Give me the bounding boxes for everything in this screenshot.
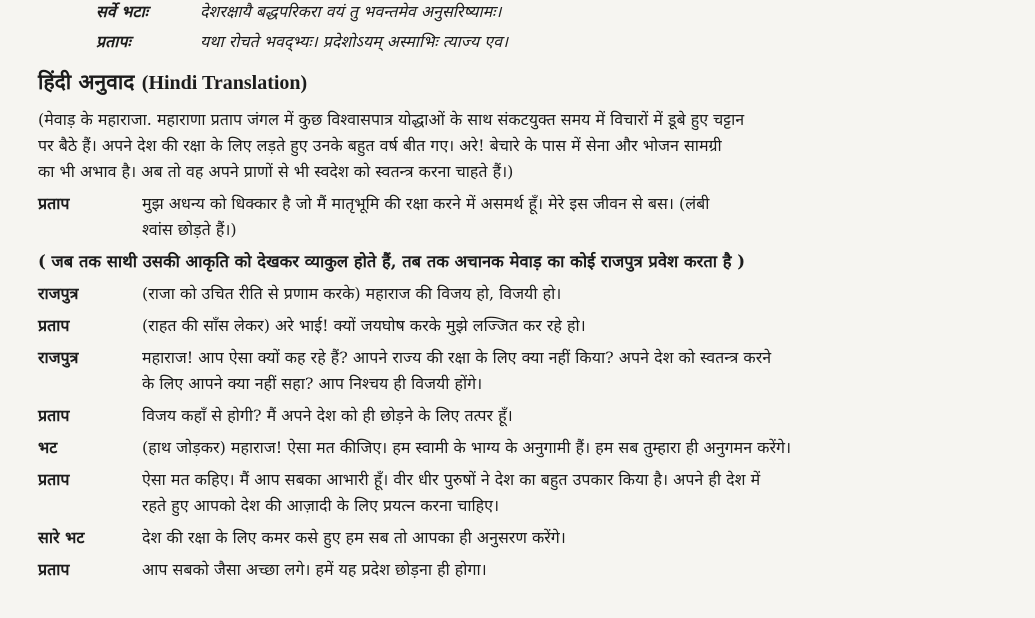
dialogue-saare-bhat <box>38 526 1028 550</box>
dialogue-pratap-5 <box>38 558 1028 582</box>
dialogue-text: ऐसा मत कहिए। मैं आप सबका आभारी हूँ। वीर धीर पुरुषों ने देश का बहुत उपकार किया है। अपने ही देश में <box>142 470 761 489</box>
speaker-label: प्रताप <box>38 560 70 579</box>
heading-english: (Hindi Translation) <box>141 72 308 94</box>
dialogue-rajputra-2 <box>38 346 1028 370</box>
speaker-label: प्रताप <box>38 194 70 213</box>
dialogue-pratap-4 <box>38 468 1028 492</box>
intro-line-3: का भी अभाव है। अब तो वह अपने प्राणों से भी स्वदेश को स्वतन्त्र करना चाहते हैं।) <box>38 162 514 181</box>
section-heading <box>38 70 307 100</box>
intro-line-2: पर बैठे हैं। अपने देश की रक्षा के लिए लड़ते हुए उनके बहुत वर्ष बीत गए। अरे! बेचारे के पास में सेना और भोजन सामग्री <box>38 136 722 155</box>
speaker-label: राजपुत्र <box>38 284 79 303</box>
dialogue-text: देशरक्षायै बद्धपरिकरा वयं तु भवन्तमेव अनुसरिष्यामः। <box>200 2 502 21</box>
speaker-label: प्रताप <box>38 316 70 335</box>
dialogue-text: (राहत की साँस लेकर) अरे भाई! क्यों जयघोष करके मुझे लज्जित कर रहे हो। <box>142 316 586 335</box>
dialogue-continuation: के लिए आपने क्या नहीं सहा? आप निश्चय ही विजयी होंगे। <box>142 374 483 393</box>
dialogue-text: मुझ अधन्य को धिक्कार है जो मैं मातृभूमि की रक्षा करने में असमर्थ हूँ। मेरे इस जीवन से बस। (लंबी <box>142 194 710 213</box>
speaker-label: प्रताप <box>38 470 70 489</box>
dialogue-text: विजय कहाँ से होगी? मैं अपने देश को ही छोड़ने के लिए तत्पर हूँ। <box>142 406 513 425</box>
dialogue-pratap-1 <box>38 192 1028 216</box>
dialogue-continuation: श्वांस छोड़ते हैं।) <box>142 220 237 239</box>
speaker-label: प्रताप <box>38 406 70 425</box>
speaker-label: सारे भट <box>38 528 85 547</box>
speaker-label: सर्वे भटाः <box>96 2 148 21</box>
dialogue-text: (राजा को उचित रीति से प्रणाम करके) महाराज की विजय हो, विजयी हो। <box>142 284 562 303</box>
dialogue-pratap-2 <box>38 314 1028 338</box>
dialogue-text: देश की रक्षा के लिए कमर कसे हुए हम सब तो आपका ही अनुसरण करेंगे। <box>142 528 566 547</box>
dialogue-bhat <box>38 436 1028 460</box>
intro-line-1: (मेवाड़ के महाराजा. महाराणा प्रताप जंगल में कुछ विश्वासपात्र योद्धाओं के साथ संकटयुक्त समय में विचारों में डूबे हुए चट्टान <box>38 110 745 129</box>
dialogue-text: यथा रोचते भवद्भ्यः। प्रदेशोऽयम् अस्माभिः त्याज्य एव। <box>200 32 509 51</box>
dialogue-text: आप सबको जैसा अच्छा लगे। हमें यह प्रदेश छोड़ना ही होगा। <box>142 560 487 579</box>
speaker-label: प्रतापः <box>96 32 131 51</box>
speaker-label: राजपुत्र <box>38 348 79 367</box>
heading-hindi: हिंदी अनुवाद <box>38 69 135 94</box>
dialogue-continuation: रहते हुए आपको देश की आज़ादी के लिए प्रयत्न करना चाहिए। <box>142 496 500 515</box>
sanskrit-line-1 <box>96 0 1026 24</box>
dialogue-rajputra-1 <box>38 282 1028 306</box>
dialogue-text: महाराज! आप ऐसा क्यों कह रहे हैं? आपने राज्य की रक्षा के लिए क्या नहीं किया? अपने देश को स्वतन्त्र करने <box>142 348 772 367</box>
dialogue-text: (हाथ जोड़कर) महाराज! ऐसा मत कीजिए। हम स्वामी के भाग्य के अनुगामी हैं। हम सब तुम्हारा ही अनुगमन करेंगे। <box>142 438 792 457</box>
speaker-label: भट <box>38 438 58 457</box>
stage-direction: ( जब तक साथी उसकी आकृति को देखकर व्याकुल होते हैं, तब तक अचानक मेवाड़ का कोई राजपुत्र प्रवेश करता है ) <box>38 252 746 271</box>
dialogue-pratap-3 <box>38 404 1028 428</box>
sanskrit-line-2 <box>96 30 1026 54</box>
